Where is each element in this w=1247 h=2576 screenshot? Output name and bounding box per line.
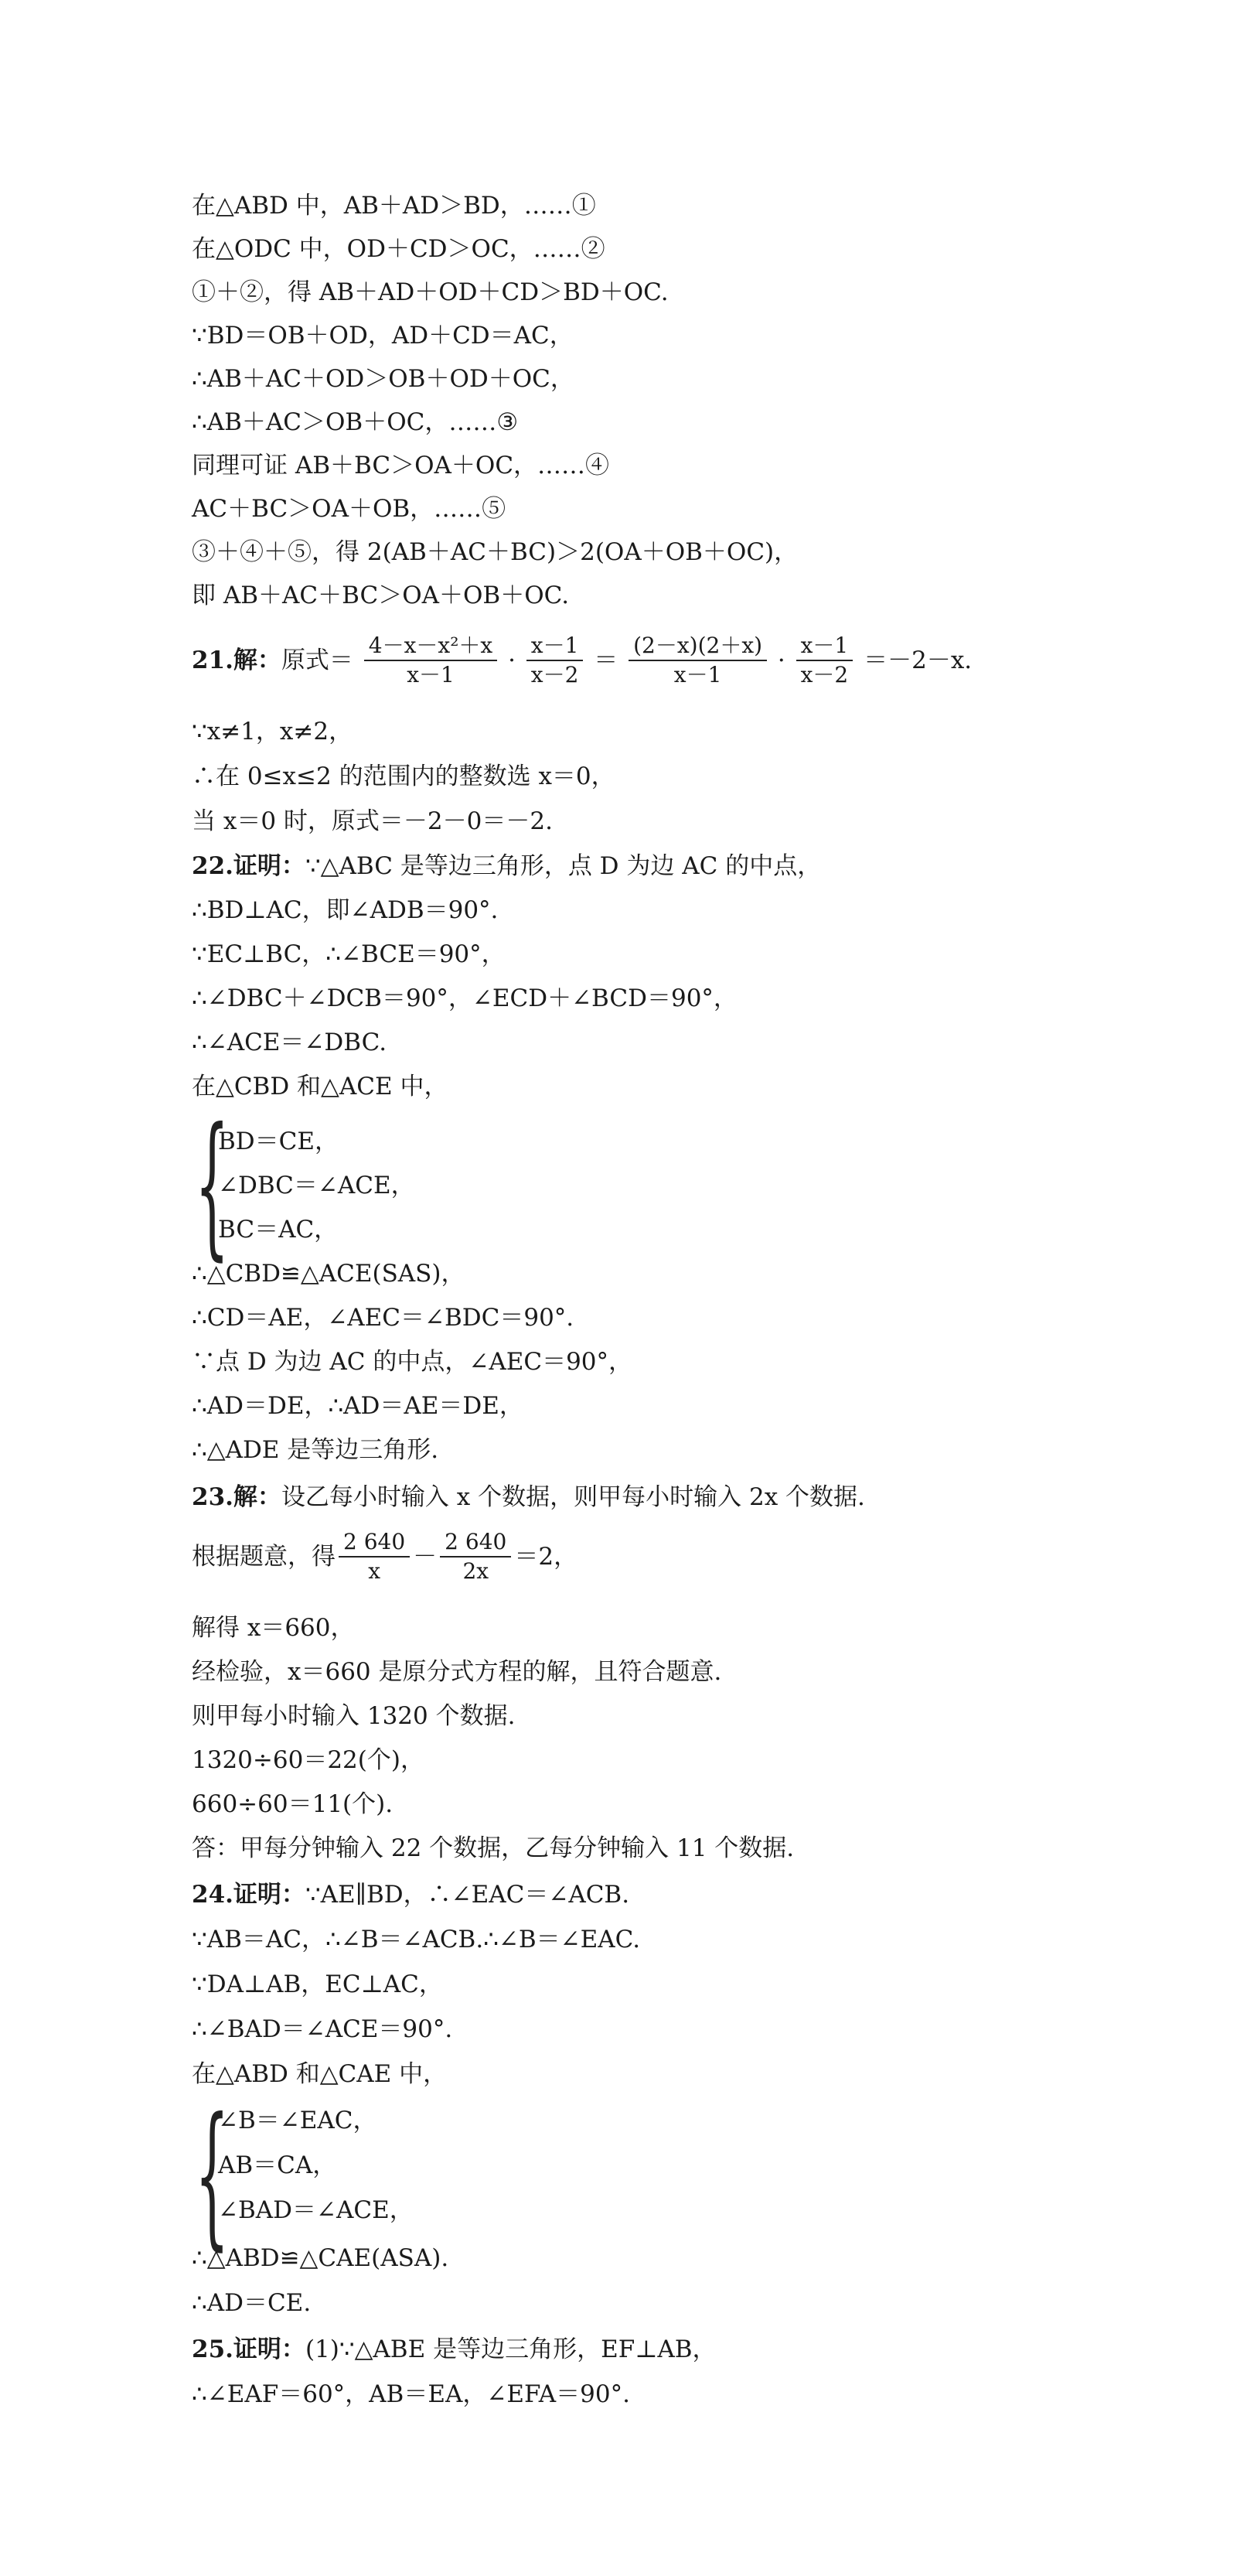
- text-line: ∴△ABD≌△CAE(ASA).: [192, 2244, 449, 2272]
- q25-label: 25.证明：: [192, 2335, 305, 2363]
- q23-eq-suffix: ＝2，: [514, 1542, 578, 1571]
- q23-label: 23.解：: [192, 1483, 281, 1511]
- q23-equation-line: [192, 1527, 578, 1585]
- q21-fraction-3: $\frac{(2-x)(2+x)}{x-1}$: [629, 632, 767, 689]
- text-line: ∴CD＝AE，∠AEC＝∠BDC＝90°.: [192, 1304, 574, 1332]
- text-line: ∴△CBD≌△ACE(SAS)，: [192, 1260, 465, 1288]
- q22-system-brace: {: [195, 1095, 230, 1275]
- q21-fraction-4: $\frac{x-1}{x-2}$: [796, 632, 853, 689]
- q23-first-line: [192, 1480, 865, 1514]
- text-line: ∴∠DBC＋∠DCB＝90°，∠ECD＋∠BCD＝90°，: [192, 984, 738, 1012]
- q21-equals: ＝: [594, 646, 618, 674]
- q22-first-text: ∵△ABC 是等边三角形，点 D 为边 AC 的中点，: [305, 852, 822, 880]
- text-line: ∵DA⊥AB，EC⊥AC，: [192, 1970, 443, 1998]
- q24-label: 24.证明：: [192, 1881, 305, 1909]
- text-line: 则甲每小时输入 1320 个数据.: [192, 1702, 516, 1730]
- text-line: 解得 x＝660，: [192, 1614, 355, 1642]
- text-line: ∴AB＋AC＋OD＞OB＋OD＋OC，: [192, 365, 574, 393]
- text-line: 在△ABD 中，AB＋AD＞BD，……①: [192, 192, 596, 220]
- system-line: ∠B＝∠EAC，: [218, 2107, 377, 2134]
- q21-label: 21.解：: [192, 646, 281, 674]
- text-line: ∴BD⊥AC，即∠ADB＝90°.: [192, 896, 499, 924]
- text-line: AC＋BC＞OA＋OB，……⑤: [192, 495, 506, 523]
- text-line: ③＋④＋⑤，得 2(AB＋AC＋BC)＞2(OA＋OB＋OC)，: [192, 538, 799, 566]
- q22-label: 22.证明：: [192, 852, 305, 880]
- text-line: 当 x＝0 时，原式＝－2－0＝－2.: [192, 807, 553, 835]
- text-line: 660÷60＝11(个).: [192, 1790, 394, 1818]
- q23-minus: －: [413, 1542, 438, 1571]
- text-line: ∴∠ACE＝∠DBC.: [192, 1029, 387, 1056]
- q21-result: ＝－2－x.: [864, 646, 973, 674]
- text-line: ∵EC⊥BC，∴∠BCE＝90°，: [192, 940, 506, 968]
- text-line: ∴AD＝DE，∴AD＝AE＝DE，: [192, 1392, 523, 1420]
- text-line: ∵点 D 为边 AC 的中点，∠AEC＝90°，: [192, 1348, 633, 1376]
- q21-formula-line: [192, 630, 972, 689]
- q21-fraction-1: $\frac{\text{4－x－x²＋x}}{x-1}$: [364, 632, 497, 689]
- q24-first-line: [192, 1878, 629, 1912]
- q21-fraction-2: $\frac{x-1}{x-2}$: [526, 632, 584, 689]
- text-line: ∵x≠1，x≠2，: [192, 718, 353, 746]
- text-line: 经检验，x＝660 是原分式方程的解，且符合题意.: [192, 1658, 722, 1686]
- q22-first-line: [192, 849, 821, 883]
- text-line: ∴∠EAF＝60°，AB＝EA，∠EFA＝90°.: [192, 2380, 630, 2408]
- text-line: ∴AD＝CE.: [192, 2289, 312, 2317]
- q21-dot: ·: [508, 646, 516, 674]
- q25-first-text: (1)∵△ABE 是等边三角形，EF⊥AB，: [305, 2335, 717, 2363]
- text-line: 在△ABD 和△CAE 中，: [192, 2060, 448, 2088]
- text-line: ∴AB＋AC＞OB＋OC，……③: [192, 408, 519, 436]
- q24-system-brace: {: [195, 2085, 230, 2265]
- text-line: ∴∠BAD＝∠ACE＝90°.: [192, 2015, 453, 2043]
- q23-fraction-2: $\frac{2 640}{2x}$: [440, 1528, 511, 1585]
- text-line: 在△ODC 中，OD＋CD＞OC，……②: [192, 235, 605, 263]
- q23-first-text: 设乙每小时输入 x 个数据，则甲每小时输入 2x 个数据.: [281, 1483, 865, 1511]
- q24-first-text: ∵AE∥BD，∴∠EAC＝∠ACB.: [305, 1881, 630, 1909]
- q21-dot: ·: [777, 646, 785, 674]
- text-line: 在△CBD 和△ACE 中，: [192, 1073, 448, 1100]
- system-line: BD＝CE，: [218, 1128, 339, 1155]
- text-line: 同理可证 AB＋BC＞OA＋OC，……④: [192, 452, 610, 479]
- text-line: ∴△ADE 是等边三角形.: [192, 1436, 439, 1464]
- text-line: 1320÷60＝22(个)，: [192, 1746, 424, 1774]
- text-line: ∴在 0≤x≤2 的范围内的整数选 x＝0，: [192, 763, 615, 790]
- system-line: BC＝AC，: [218, 1216, 339, 1244]
- text-line: ∵AB＝AC，∴∠B＝∠ACB.∴∠B＝∠EAC.: [192, 1926, 641, 1953]
- text-line: 答：甲每分钟输入 22 个数据，乙每分钟输入 11 个数据.: [192, 1834, 795, 1862]
- q21-prefix: 原式＝: [281, 646, 353, 674]
- system-line: ∠DBC＝∠ACE，: [218, 1172, 415, 1199]
- system-line: AB＝CA，: [218, 2151, 337, 2179]
- text-line: ∵BD＝OB＋OD，AD＋CD＝AC，: [192, 322, 574, 350]
- q23-eq-prefix: 根据题意，得: [192, 1542, 336, 1571]
- text-line: 即 AB＋AC＋BC＞OA＋OB＋OC.: [192, 582, 570, 609]
- q23-fraction-1: $\frac{2 640}{x}$: [339, 1528, 410, 1585]
- text-line: ①＋②，得 AB＋AD＋OD＋CD＞BD＋OC.: [192, 278, 669, 306]
- q25-first-line: [192, 2332, 717, 2366]
- system-line: ∠BAD＝∠ACE，: [218, 2196, 414, 2224]
